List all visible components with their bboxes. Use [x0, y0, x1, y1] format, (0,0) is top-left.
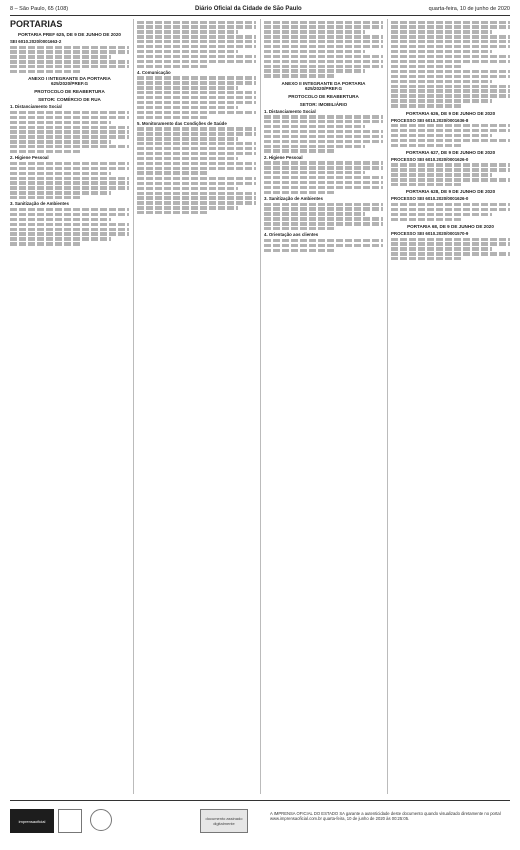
- text-line: [391, 89, 510, 92]
- text-line: [264, 222, 383, 225]
- text-line: [10, 111, 129, 114]
- text-paragraph: [137, 127, 256, 174]
- text-line: [137, 30, 238, 33]
- text-line: [10, 135, 129, 138]
- section-heading: ANEXO II INTEGRANTE DA PORTARIA 625/2020/PREF.G: [281, 80, 366, 91]
- text-line: [264, 244, 383, 247]
- section-subheading: 4. Orientação aos clientes: [264, 232, 319, 238]
- text-line: [137, 40, 256, 43]
- text-line: [264, 149, 335, 152]
- issue-date: quarta-feira, 10 de junho de 2020: [428, 6, 510, 12]
- text-line: [391, 257, 462, 260]
- text-line: [10, 60, 129, 63]
- section-heading: PORTARIA 627, DE 9 DE JUNHO DE 2020: [405, 149, 496, 155]
- text-line: [264, 135, 383, 138]
- section-heading: PORTARIA 68, DE 9 DE JUNHO DE 2020: [407, 224, 494, 229]
- text-paragraph: [137, 21, 256, 68]
- column-2: [133, 19, 256, 794]
- text-line: [391, 238, 510, 241]
- text-paragraph: [391, 21, 510, 68]
- text-line: [10, 191, 111, 194]
- text-paragraph: [264, 161, 383, 194]
- page-footer: [10, 800, 510, 845]
- text-line: [391, 178, 510, 181]
- text-line: [137, 171, 208, 174]
- columns-container: [10, 19, 510, 794]
- text-line: [10, 177, 129, 180]
- text-line: [264, 21, 383, 24]
- text-line: [10, 196, 81, 199]
- text-line: [391, 124, 510, 127]
- text-line: [391, 134, 492, 137]
- text-line: [10, 237, 111, 240]
- text-line: [137, 106, 238, 109]
- text-line: [137, 152, 256, 155]
- text-line: [391, 203, 510, 206]
- text-line: [264, 239, 383, 242]
- text-line: [391, 173, 492, 176]
- text-line: [10, 162, 129, 165]
- text-line: [137, 116, 208, 119]
- section-subheading: 3. Sanitização de Ambientes: [10, 201, 69, 207]
- text-line: [137, 25, 256, 28]
- text-line: [137, 65, 208, 68]
- text-line: [264, 130, 383, 133]
- text-line: [137, 162, 256, 165]
- text-line: [10, 181, 129, 184]
- text-line: [10, 232, 129, 235]
- text-line: [391, 85, 510, 88]
- section-heading: PORTARIA 626, DE 9 DE JUNHO DE 2020: [405, 110, 496, 116]
- text-line: [391, 218, 462, 221]
- text-line: [10, 145, 129, 148]
- section-heading: ANEXO I INTEGRANTE DA PORTARIA 625/2020/PREF.G: [28, 76, 111, 87]
- text-paragraph: [264, 115, 383, 153]
- text-paragraph: [264, 239, 383, 252]
- text-line: [137, 192, 256, 195]
- text-line: [391, 104, 462, 107]
- text-line: [264, 181, 383, 184]
- text-paragraph: [391, 70, 510, 108]
- text-line: [391, 213, 492, 216]
- column-1: [10, 19, 129, 794]
- section-subheading: 2. Higiene Pessoal: [10, 155, 49, 161]
- imprensa-oficial-logo: imprensaoficial: [10, 809, 54, 833]
- text-line: [264, 140, 383, 143]
- text-line: [391, 21, 510, 24]
- text-line: [391, 35, 510, 38]
- text-paragraph: [10, 46, 129, 74]
- text-line: [264, 55, 383, 58]
- text-paragraph: [137, 177, 256, 215]
- column-3: [260, 19, 383, 794]
- text-line: [137, 177, 256, 180]
- text-line: [391, 168, 510, 171]
- text-line: [137, 50, 238, 53]
- text-line: [391, 163, 510, 166]
- section-subheading: PROCESSO SEI 6010.2020/0001636-8: [391, 117, 469, 123]
- text-line: [264, 25, 383, 28]
- text-line: [10, 46, 129, 49]
- text-line: [137, 91, 256, 94]
- text-line: [391, 94, 510, 97]
- text-line: [391, 70, 510, 73]
- text-line: [10, 172, 111, 175]
- text-line: [391, 75, 510, 78]
- text-line: [264, 186, 383, 189]
- text-line: [137, 167, 256, 170]
- text-line: [10, 140, 111, 143]
- page-header: [10, 4, 510, 14]
- section-subheading: PROCESSO SEI 6010.2020/0001570-9: [391, 231, 469, 236]
- text-line: [391, 129, 510, 132]
- section-subheading: SEI 6010.2020/0001663-2: [10, 39, 62, 44]
- text-line: [137, 111, 256, 114]
- text-line: [264, 191, 335, 194]
- text-line: [137, 45, 256, 48]
- text-line: [264, 125, 365, 128]
- text-paragraph: [391, 238, 510, 261]
- text-line: [137, 201, 256, 204]
- text-line: [10, 218, 111, 221]
- text-paragraph: [10, 162, 129, 200]
- text-line: [391, 144, 462, 147]
- column-4: [387, 19, 510, 794]
- section-heading: PORTARIA PREF 625, DE 9 DE JUNHO DE 2020: [18, 32, 121, 37]
- text-line: [10, 228, 129, 231]
- text-line: [137, 76, 256, 79]
- text-line: [264, 227, 335, 230]
- text-paragraph: [391, 124, 510, 147]
- text-line: [137, 157, 238, 160]
- text-line: [10, 150, 81, 153]
- text-line: [391, 25, 510, 28]
- text-paragraph: [137, 76, 256, 119]
- text-paragraph: [264, 21, 383, 78]
- section-subheading: 1. Distanciamento Social: [264, 108, 316, 114]
- section-subheading: 5. Monitoramento das Condições de Saúde: [137, 120, 227, 126]
- text-line: [10, 121, 111, 124]
- text-line: [10, 242, 81, 245]
- text-line: [10, 70, 81, 73]
- text-line: [264, 50, 365, 53]
- text-line: [137, 196, 256, 199]
- text-line: [264, 171, 365, 174]
- text-line: [137, 187, 238, 190]
- text-line: [137, 142, 256, 145]
- text-line: [137, 96, 256, 99]
- text-line: [10, 167, 129, 170]
- text-line: [264, 207, 383, 210]
- text-line: [391, 60, 510, 63]
- section-subheading: 3. Sanitização de Ambientes: [264, 196, 323, 202]
- text-line: [264, 69, 365, 72]
- text-line: [10, 186, 129, 189]
- text-line: [10, 55, 111, 58]
- text-line: [391, 30, 492, 33]
- text-line: [137, 132, 256, 135]
- text-line: [10, 50, 129, 53]
- text-line: [137, 137, 238, 140]
- text-line: [264, 115, 383, 118]
- header-rule: [10, 15, 510, 16]
- text-line: [264, 203, 383, 206]
- section-heading: PROTOCOLO DE REABERTURA: [34, 89, 105, 95]
- text-line: [264, 74, 335, 77]
- seal-icon: [90, 809, 112, 831]
- text-line: [391, 40, 510, 43]
- text-line: [137, 81, 256, 84]
- text-line: [391, 99, 492, 102]
- text-line: [391, 80, 492, 83]
- journal-title: Diário Oficial da Cidade de São Paulo: [195, 6, 302, 12]
- section-subheading: PROCESSO SEI 6010.2020/0001626-0: [391, 196, 469, 202]
- text-line: [10, 223, 129, 226]
- text-line: [137, 147, 256, 150]
- emblem-icon: [58, 809, 82, 833]
- text-line: [137, 211, 208, 214]
- text-line: [264, 212, 365, 215]
- text-line: [10, 208, 129, 211]
- section-subheading: 1. Distanciamento Social: [10, 104, 62, 110]
- text-line: [391, 242, 510, 245]
- text-line: [10, 213, 129, 216]
- text-line: [391, 252, 510, 255]
- text-line: [137, 101, 256, 104]
- text-paragraph: [264, 203, 383, 231]
- text-line: [264, 166, 383, 169]
- text-line: [391, 139, 510, 142]
- text-paragraph: [391, 203, 510, 221]
- text-line: [137, 182, 256, 185]
- text-line: [264, 120, 383, 123]
- text-line: [264, 65, 383, 68]
- section-subheading: PROCESSO SEI 6010.2020/0001626-0: [391, 156, 469, 162]
- text-line: [137, 206, 238, 209]
- text-paragraph: [10, 111, 129, 154]
- text-line: [137, 127, 256, 130]
- text-line: [264, 60, 383, 63]
- text-line: [137, 55, 256, 58]
- text-line: [391, 208, 510, 211]
- text-line: [264, 217, 383, 220]
- text-line: [391, 65, 462, 68]
- section-heading: SETOR: COMÉRCIO DE RUA: [38, 97, 101, 103]
- text-line: [264, 176, 383, 179]
- section-subheading: 4. Comunicação: [137, 69, 171, 75]
- section-title: PORTARIAS: [10, 19, 63, 29]
- text-line: [264, 30, 365, 33]
- text-line: [137, 60, 256, 63]
- page-info: 8 – São Paulo, 65 (108): [10, 6, 69, 12]
- text-line: [391, 45, 510, 48]
- text-line: [264, 40, 383, 43]
- text-line: [137, 35, 256, 38]
- text-line: [391, 183, 462, 186]
- digital-signature-badge: documento assinado digitalmente: [200, 809, 248, 833]
- text-line: [264, 249, 335, 252]
- text-line: [264, 35, 383, 38]
- text-line: [137, 21, 256, 24]
- text-line: [264, 45, 383, 48]
- text-line: [391, 247, 492, 250]
- section-heading: PORTARIA 628, DE 9 DE JUNHO DE 2020: [405, 189, 496, 195]
- text-line: [137, 86, 238, 89]
- authenticity-notice: A IMPRENSA OFICIAL DO ESTADO SA garante a autenticidade deste documento quando visualizado diretamente no portal www.imprensaoficial.com.br quarta-feira, 10 de junho de 2020 às 00:25:05.: [270, 811, 501, 822]
- section-subheading: 2. Higiene Pessoal: [264, 154, 303, 160]
- text-paragraph: [391, 163, 510, 186]
- section-heading: PROTOCOLO DE REABERTURA: [288, 93, 359, 99]
- text-paragraph: [10, 208, 129, 246]
- text-line: [391, 50, 492, 53]
- text-line: [264, 161, 383, 164]
- text-line: [10, 130, 129, 133]
- text-line: [264, 145, 365, 148]
- text-line: [10, 65, 129, 68]
- text-line: [10, 126, 129, 129]
- section-heading: SETOR: IMOBILIÁRIO: [299, 101, 348, 107]
- text-line: [10, 116, 129, 119]
- text-line: [391, 55, 510, 58]
